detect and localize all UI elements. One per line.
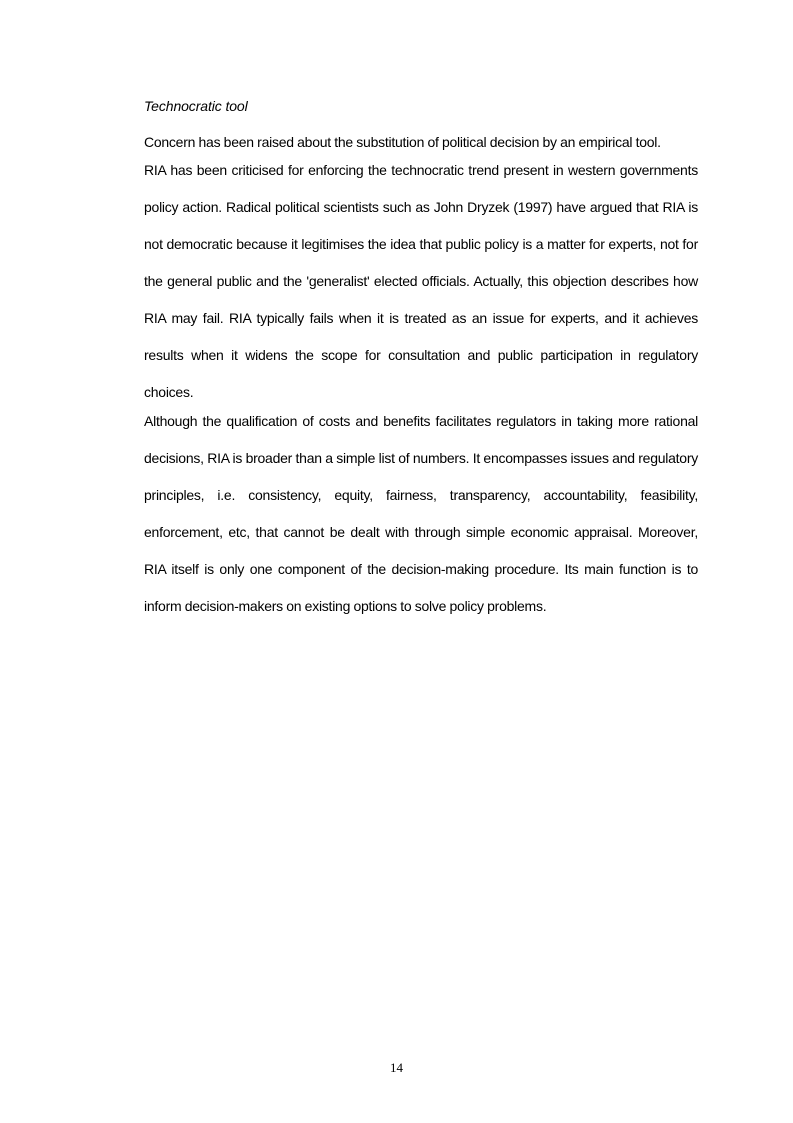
paragraph-costs-benefits: Although the qualification of costs and benefits facilitates regulators in taking more rational decisions, RIA is broader than a simple list of numbers. It encompasses issues and regulatory principles, i.e. consistency, equity, fairness, transparency, accountability, feasibility, enforcement, etc, that cannot be dealt with through simple economic appraisal. Moreover, RIA itself is only one component of the decision-making procedure. Its main function is to inform decision-makers on existing options to solve policy problems.: [144, 413, 698, 614]
page-number: 14: [390, 1060, 403, 1075]
page-content: [144, 96, 698, 625]
paragraph-concern: Concern has been raised about the substitution of political decision by an empirical tool.: [144, 134, 661, 150]
section-heading: Technocratic tool: [144, 98, 248, 114]
paragraph-technocratic-trend: RIA has been criticised for enforcing the technocratic trend present in western governments policy action. Radical political scientists such as John Dryzek (1997) have argued that RIA is not democratic because it legitimises the idea that public policy is a matter for experts, not for the general public and the 'generalist' elected officials. Actually, this objection describes how RIA may fail. RIA typically fails when it is treated as an issue for experts, and it achieves results when it widens the scope for consultation and public participation in regulatory choices.: [144, 162, 698, 400]
